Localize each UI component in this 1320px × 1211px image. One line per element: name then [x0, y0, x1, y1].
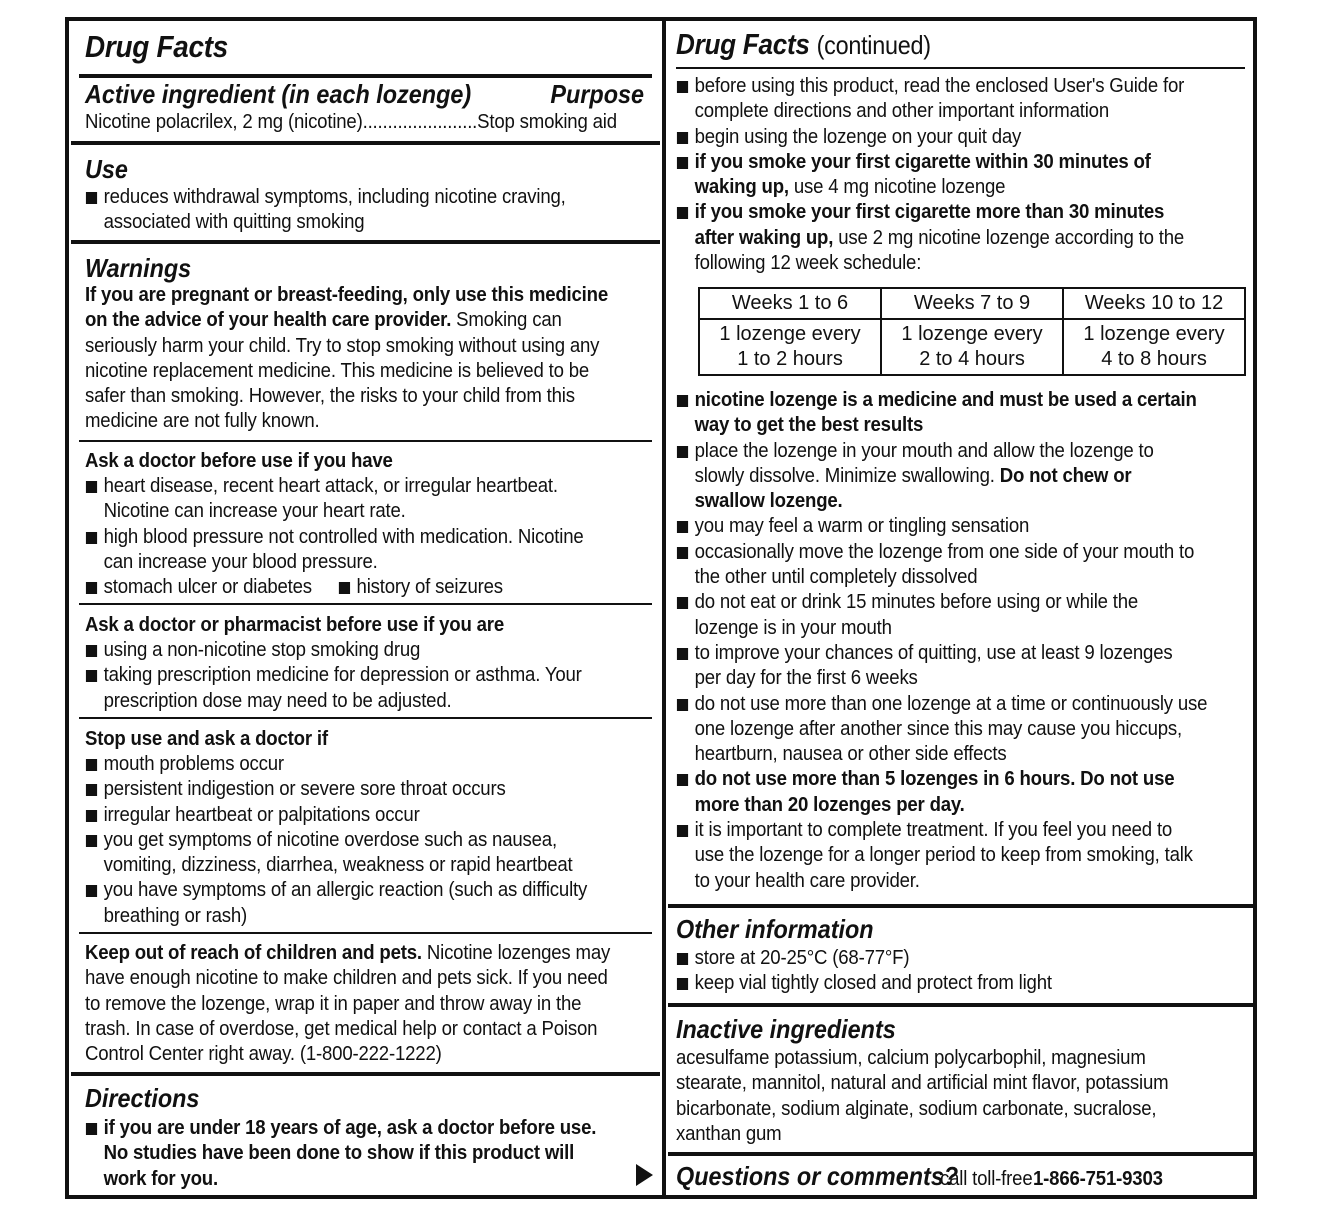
table-row	[699, 288, 1245, 319]
list-item: begin using the lozenge on your quit day	[676, 125, 1184, 150]
section-rule	[668, 904, 1253, 908]
schedule-header: Weeks 7 to 9	[881, 288, 1063, 319]
list-item: keep vial tightly closed and protect from light	[676, 971, 1052, 996]
sub-rule	[79, 717, 652, 719]
questions-heading: Questions or comments?	[676, 1161, 959, 1191]
drug-facts-continued-title: Drug Facts (continued)	[676, 29, 931, 61]
sub-rule	[79, 440, 652, 442]
sub-rule	[79, 932, 652, 934]
title-rule	[676, 67, 1245, 69]
purpose-heading: Purpose	[550, 79, 644, 109]
keep-out-of-reach: Keep out of reach of children and pets. Nicotine lozenges may have enough nicotine to make children and pets sick. If you need to remove the lozenge, wrap it in paper and throw away in the trash. In case of overdose, get medical help or contact a Poison Control Center right away. (1-800-222-1222)	[85, 942, 611, 1066]
section-rule	[71, 141, 660, 145]
active-ingredient-line: Nicotine polacrilex, 2 mg (nicotine).......................Stop smoking aid	[85, 111, 617, 133]
list-item: occasionally move the lozenge from one side of your mouth to the other until completely dissolved	[676, 540, 1207, 591]
questions-phone: 1-866-751-9303	[1032, 1168, 1163, 1190]
list-item: you have symptoms of an allergic reaction (such as difficulty breathing or rash)	[85, 878, 587, 929]
section-rule	[668, 1003, 1253, 1007]
questions-call: call toll-free	[939, 1168, 1033, 1190]
list-item: heart disease, recent heart attack, or irregular heartbeat. Nicotine can increase your heart rate.	[85, 474, 584, 525]
list-item: using a non-nicotine stop smoking drug	[85, 638, 582, 663]
list-item: before using this product, read the enclosed User's Guide for complete directions and other important information	[676, 74, 1184, 125]
use-list	[85, 185, 566, 236]
schedule-cell: 1 lozenge every 1 to 2 hours	[699, 319, 881, 375]
list-item: mouth problems occur	[85, 752, 587, 777]
list-item: do not use more than one lozenge at a time or continuously use one lozenge after another since this may cause you hiccups, heartburn, nausea or other side effects	[676, 692, 1207, 768]
stop-use-heading: Stop use and ask a doctor if	[85, 728, 328, 750]
inactive-ingredients-text: acesulfame potassium, calcium polycarbophil, magnesium stearate, mannitol, natural and artificial mint flavor, potassium bicarbonate, sodium alginate, sodium carbonate, sucralose, xanthan gum	[676, 1047, 1169, 1145]
title-rule	[79, 74, 652, 78]
list-item: it is important to complete treatment. If you feel you need to use the lozenge for a longer period to keep from smoking, talk to your health care provider.	[676, 818, 1207, 894]
section-rule	[71, 1072, 660, 1076]
other-information-list	[676, 946, 1052, 997]
list-item: if you smoke your first cigarette more than 30 minutes after waking up, use 2 mg nicotine lozenge according to the following 12 week schedule:	[676, 200, 1184, 276]
list-item: place the lozenge in your mouth and allow the lozenge to slowly dissolve. Minimize swallowing. Do not chew or swallow lozenge.	[676, 439, 1207, 515]
list-item: if you are under 18 years of age, ask a doctor before use. No studies have been done to show if this product will work for you.	[85, 1116, 596, 1192]
list-item: to improve your chances of quitting, use at least 9 lozenges per day for the first 6 weeks	[676, 641, 1207, 692]
sub-rule	[79, 603, 652, 605]
continued-arrow-icon	[636, 1164, 653, 1186]
list-item: stomach ulcer or diabetes	[85, 575, 312, 600]
list-item: do not eat or drink 15 minutes before using or while the lozenge is in your mouth	[676, 590, 1207, 641]
active-ingredient-heading: Active ingredient (in each lozenge)	[85, 79, 472, 109]
list-item: nicotine lozenge is a medicine and must be used a certain way to get the best results	[676, 388, 1207, 439]
directions-list	[85, 1116, 596, 1192]
section-rule	[668, 1152, 1253, 1156]
schedule-cell: 1 lozenge every 2 to 4 hours	[881, 319, 1063, 375]
section-rule	[71, 240, 660, 244]
list-item: irregular heartbeat or palpitations occur	[85, 803, 587, 828]
lozenge-use-list	[676, 388, 1207, 894]
ask-pharmacist-heading: Ask a doctor or pharmacist before use if you are	[85, 614, 505, 636]
schedule-cell: 1 lozenge every 4 to 8 hours	[1063, 319, 1245, 375]
table-row	[699, 319, 1245, 375]
dosing-schedule-table	[698, 287, 1246, 376]
list-item: high blood pressure not controlled with medication. Nicotine can increase your blood pressure.	[85, 525, 584, 576]
stop-use-list	[85, 752, 587, 929]
list-item: history of seizures	[338, 575, 503, 600]
ask-doctor-heading: Ask a doctor before use if you have	[85, 450, 393, 472]
list-item: taking prescription medicine for depression or asthma. Your prescription dose may need to be adjusted.	[85, 663, 582, 714]
list-item: if you smoke your first cigarette within 30 minutes of waking up, use 4 mg nicotine lozenge	[676, 150, 1184, 201]
pregnancy-warning: If you are pregnant or breast-feeding, only use this medicine on the advice of your health care provider. Smoking can seriously harm your child. Try to stop smoking without using any nicotine replacement medicine. This medicine is believed to be safer than smoking. However, the risks to your child from this medicine are not fully known.	[85, 284, 609, 433]
schedule-header: Weeks 10 to 12	[1063, 288, 1245, 319]
directions-continued-list	[676, 74, 1184, 276]
directions-heading: Directions	[85, 1083, 200, 1113]
drug-facts-label	[65, 17, 1257, 1199]
list-item: do not use more than 5 lozenges in 6 hours. Do not use more than 20 lozenges per day.	[676, 767, 1207, 818]
warnings-heading: Warnings	[85, 253, 192, 283]
list-item: store at 20-25°C (68-77°F)	[676, 946, 1052, 971]
column-divider	[662, 21, 666, 1195]
drug-facts-title: Drug Facts	[85, 29, 229, 64]
list-item: you get symptoms of nicotine overdose such as nausea, vomiting, dizziness, diarrhea, weakness or rapid heartbeat	[85, 828, 587, 879]
use-item: reduces withdrawal symptoms, including nicotine craving, associated with quitting smoking	[85, 185, 566, 236]
inactive-ingredients-heading: Inactive ingredients	[676, 1014, 896, 1044]
list-item: you may feel a warm or tingling sensation	[676, 514, 1207, 539]
ask-pharmacist-list	[85, 638, 582, 714]
other-information-heading: Other information	[676, 914, 874, 944]
questions-line	[676, 1161, 1173, 1192]
ask-doctor-list	[85, 474, 584, 600]
use-heading: Use	[85, 154, 128, 184]
schedule-header: Weeks 1 to 6	[699, 288, 881, 319]
list-item: persistent indigestion or severe sore throat occurs	[85, 777, 587, 802]
